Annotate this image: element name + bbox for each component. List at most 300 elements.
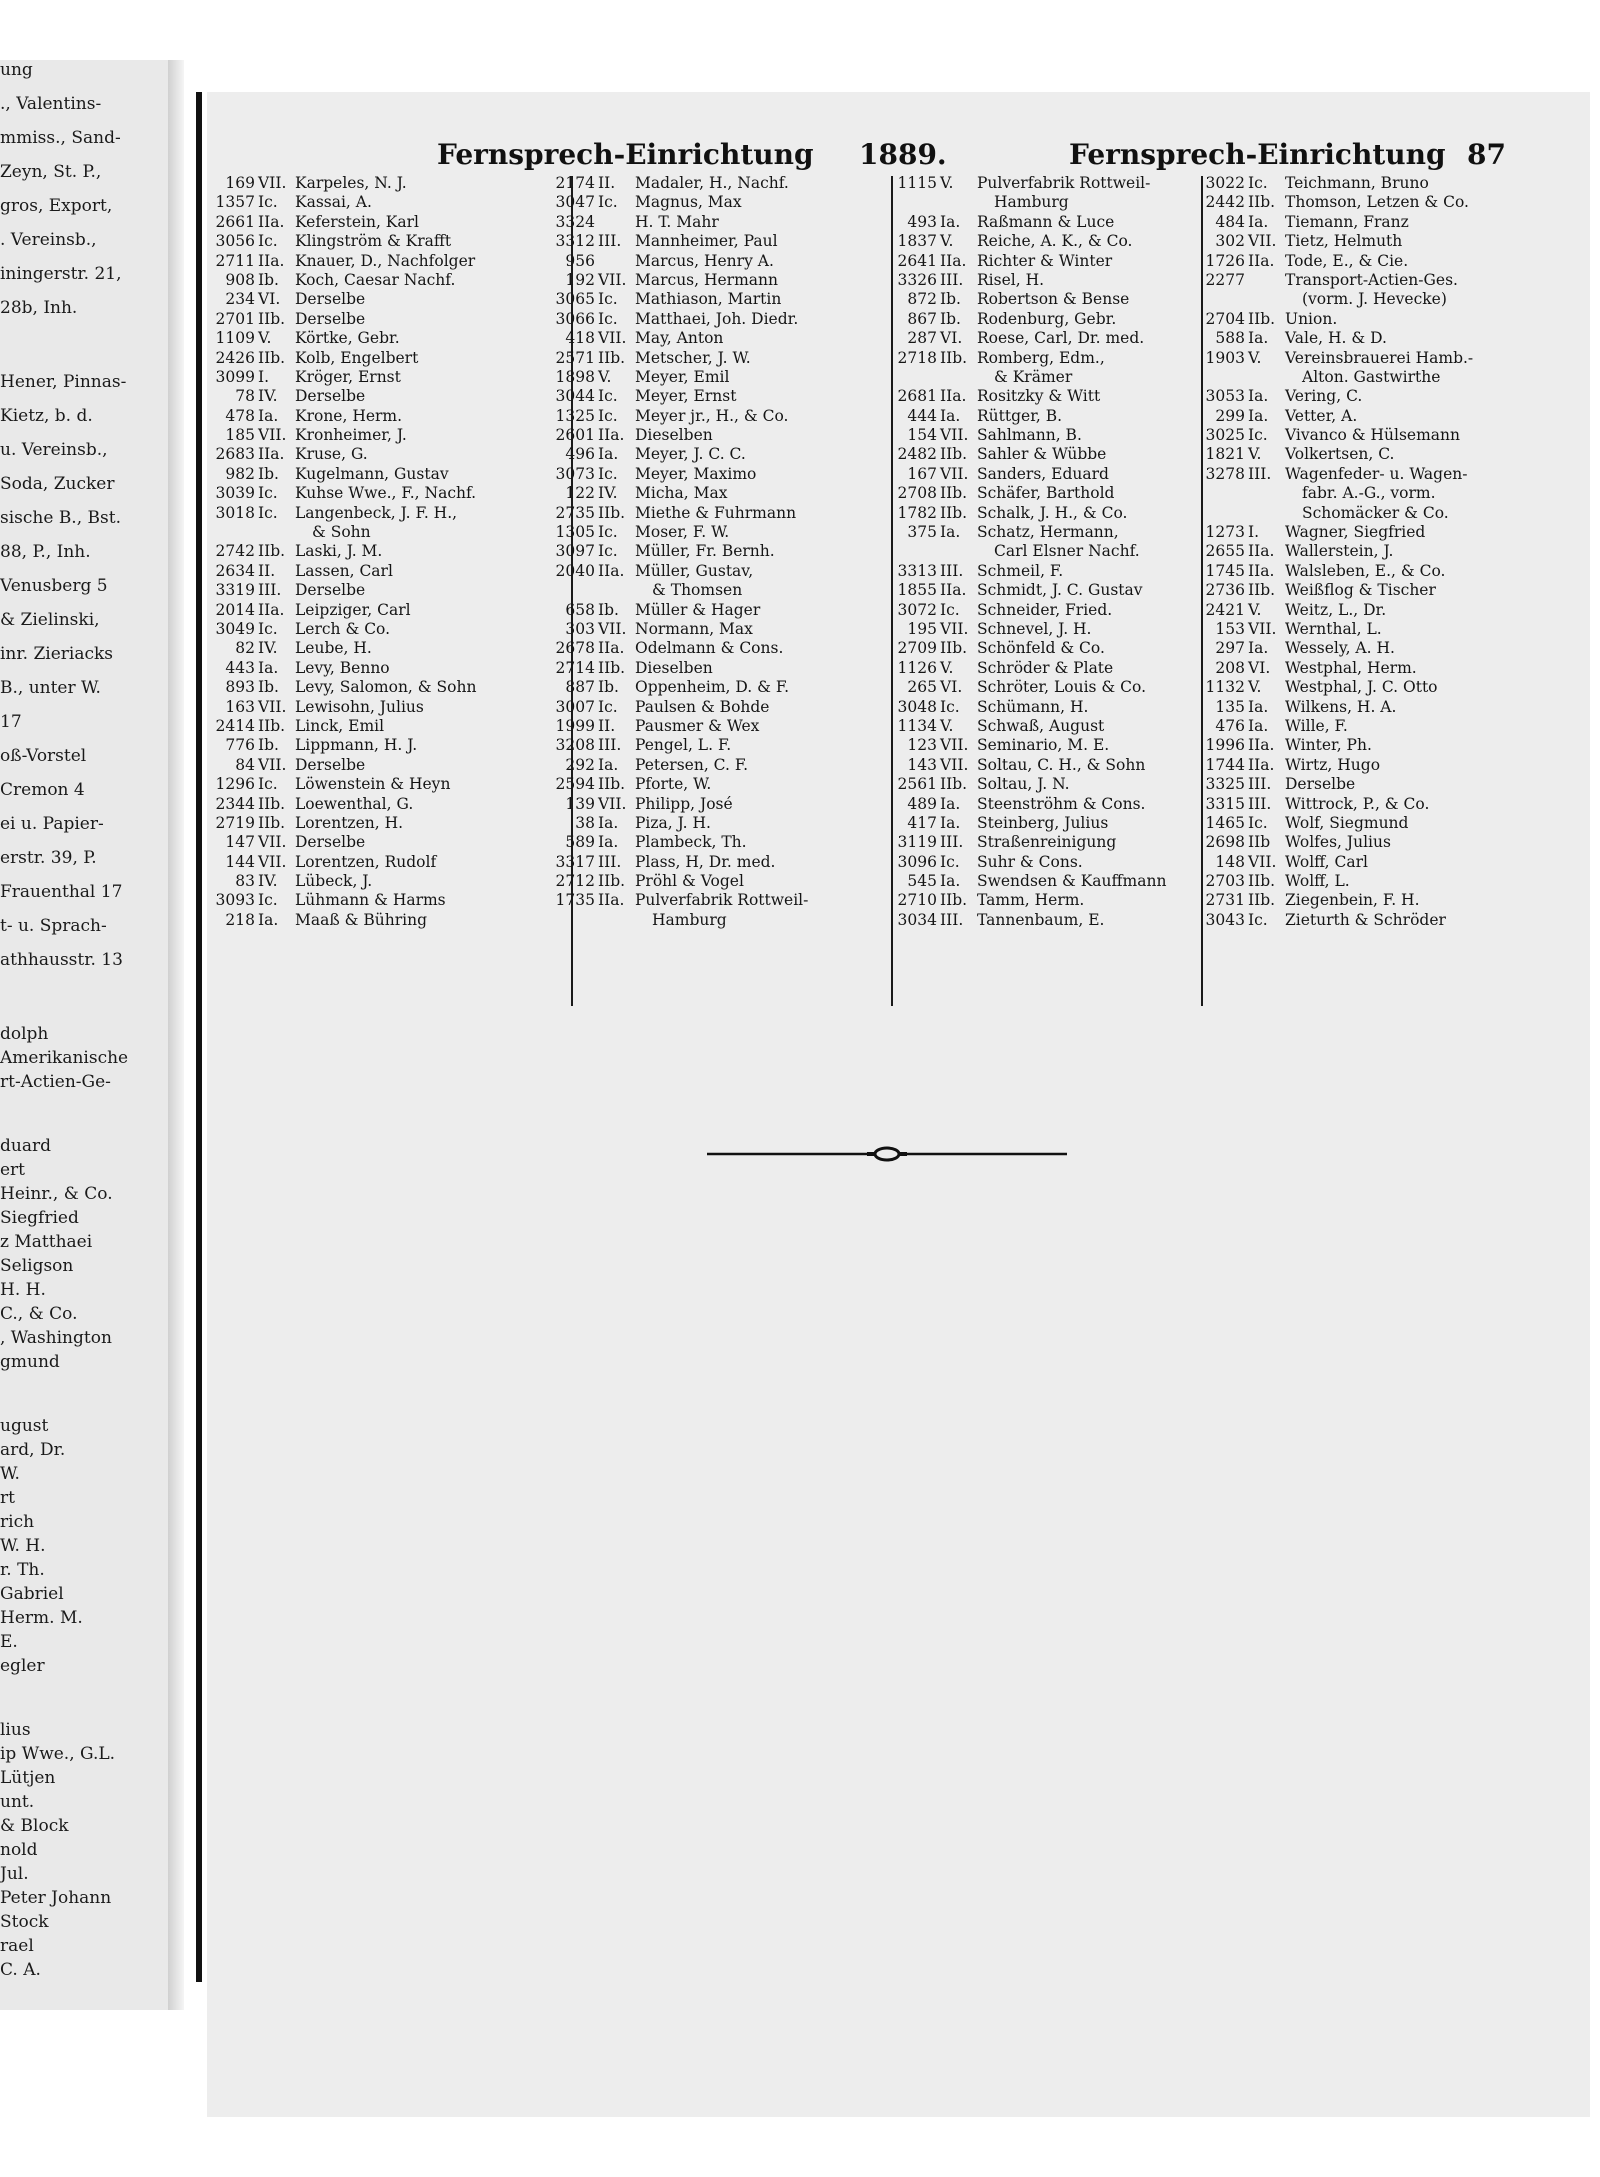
exchange-class: Ia. [940, 794, 961, 813]
subscriber-name: Wolff, L. [1285, 872, 1350, 891]
subscriber-name: Lühmann & Harms [295, 891, 446, 910]
phone-number: 444 [907, 406, 937, 425]
phone-number: 1999 [555, 716, 595, 735]
previous-page-text: rael [0, 1936, 34, 1956]
directory-entry [547, 891, 865, 910]
subscriber-name: Loewenthal, G. [295, 794, 414, 813]
subscriber-name: Kolb, Engelbert [295, 348, 419, 367]
phone-number [1197, 484, 1245, 503]
phone-number: 3099 [215, 367, 255, 386]
subscriber-name: Pröhl & Vogel [635, 872, 744, 891]
subscriber-name: Schnevel, J. H. [977, 619, 1092, 638]
subscriber-name: Weißflog & Tischer [1285, 581, 1436, 600]
subscriber-name: Robertson & Bense [977, 290, 1130, 309]
phone-number: 3315 [1205, 794, 1245, 813]
previous-page-text: E. [0, 1632, 18, 1652]
phone-number: 3047 [555, 193, 595, 212]
directory-entry [207, 174, 525, 193]
previous-page-text: 17 [0, 712, 22, 732]
phone-number: 195 [907, 619, 937, 638]
phone-number [207, 523, 255, 542]
phone-number: 417 [907, 813, 937, 832]
previous-page-text: H. H. [0, 1280, 46, 1300]
phone-number: 2641 [897, 251, 937, 270]
exchange-class [1245, 271, 1282, 290]
directory-entry [889, 891, 1207, 910]
directory-entry [1197, 678, 1515, 697]
exchange-class: IIa. [258, 600, 285, 619]
directory-page [207, 92, 1590, 2117]
phone-number: 589 [565, 833, 595, 852]
exchange-class: Ia. [1248, 406, 1269, 425]
phone-number: 147 [225, 833, 255, 852]
directory-entry [889, 174, 1207, 193]
subscriber-name: Hamburg [652, 910, 727, 929]
subscriber-name: Walsleben, E., & Co. [1285, 561, 1446, 580]
exchange-class: IIa. [940, 251, 967, 270]
exchange-class [1245, 504, 1282, 523]
exchange-class: Ic. [598, 193, 618, 212]
subscriber-name: Wilkens, H. A. [1285, 697, 1397, 716]
subscriber-name: Derselbe [295, 309, 366, 328]
exchange-class: IIb. [940, 445, 968, 464]
directory-entry [1197, 271, 1515, 290]
directory-entry [207, 833, 525, 852]
subscriber-name: Kuhse Wwe., F., Nachf. [295, 484, 477, 503]
subscriber-name: & Sohn [312, 523, 371, 542]
exchange-class: VII. [940, 619, 969, 638]
phone-number: 3044 [555, 387, 595, 406]
subscriber-name: Roese, Carl, Dr. med. [977, 329, 1145, 348]
page-edge-shadow [168, 60, 184, 2010]
exchange-class [1245, 290, 1282, 309]
exchange-class: I. [258, 367, 270, 386]
exchange-class: IIb. [1248, 193, 1276, 212]
previous-page-text: Zeyn, St. P., [0, 162, 102, 182]
phone-number: 2594 [555, 775, 595, 794]
directory-entry [889, 349, 1207, 368]
end-ornament [707, 1144, 1067, 1164]
phone-number: 658 [565, 600, 595, 619]
exchange-class: Ia. [598, 755, 619, 774]
subscriber-name: Philipp, José [635, 794, 733, 813]
phone-number: 3312 [555, 232, 595, 251]
exchange-class: Ib. [598, 678, 619, 697]
directory-entry [207, 756, 525, 775]
previous-page-text: ung [0, 60, 33, 80]
directory-entry [889, 426, 1207, 445]
exchange-class: VII. [598, 794, 627, 813]
phone-number: 1325 [555, 406, 595, 425]
phone-number: 123 [907, 736, 937, 755]
directory-entry [547, 775, 865, 794]
directory-entry [889, 232, 1207, 251]
phone-number: 3072 [897, 600, 937, 619]
directory-entry [207, 891, 525, 910]
phone-number: 1465 [1205, 813, 1245, 832]
header-year: 1889. [859, 138, 947, 171]
directory-entry [207, 581, 525, 600]
directory-entry [547, 542, 865, 561]
phone-number: 297 [1215, 639, 1245, 658]
directory-entry [207, 484, 525, 503]
exchange-class: IIa. [258, 212, 285, 231]
previous-page-text: sische B., Bst. [0, 508, 121, 528]
exchange-class: IIa. [598, 561, 625, 580]
phone-number [1197, 368, 1245, 387]
phone-number: 2735 [555, 503, 595, 522]
directory-entry [889, 504, 1207, 523]
phone-number: 1305 [555, 523, 595, 542]
phone-number: 3208 [555, 736, 595, 755]
exchange-class: I. [1248, 523, 1260, 542]
directory-entry [1197, 349, 1515, 368]
phone-number: 83 [235, 872, 255, 891]
phone-number: 1726 [1205, 251, 1245, 270]
exchange-class: IIb. [940, 348, 968, 367]
exchange-class: Ic. [258, 193, 278, 212]
previous-page-text: rich [0, 1512, 35, 1532]
exchange-class: Ia. [1248, 697, 1269, 716]
exchange-class: Ic. [1248, 813, 1268, 832]
directory-entry [1197, 426, 1515, 445]
previous-page-text: r. Th. [0, 1560, 45, 1580]
exchange-class: III. [1248, 775, 1272, 794]
exchange-class: IIb. [598, 872, 626, 891]
directory-entry [1197, 290, 1515, 309]
subscriber-name: Wagenfeder- u. Wagen- [1285, 464, 1468, 483]
exchange-class: IIb. [940, 891, 968, 910]
directory-entry [207, 678, 525, 697]
subscriber-name: Rositzky & Witt [977, 387, 1101, 406]
directory-entry [207, 445, 525, 464]
directory-entry [207, 329, 525, 348]
phone-number: 1115 [897, 174, 937, 192]
directory-entry [207, 620, 525, 639]
exchange-class: V. [940, 658, 954, 677]
directory-entry [207, 775, 525, 794]
subscriber-name: Derselbe [295, 290, 366, 309]
phone-number: 3324 [555, 212, 595, 231]
phone-number: 218 [225, 910, 255, 929]
exchange-class: III. [598, 736, 622, 755]
phone-number: 3317 [555, 852, 595, 871]
phone-number: 2731 [1205, 891, 1245, 910]
phone-number: 867 [907, 309, 937, 328]
previous-page-text: oß-Vorstel [0, 746, 87, 766]
exchange-class: Ic. [940, 697, 960, 716]
exchange-class: IV. [598, 484, 618, 503]
exchange-class: Ia. [258, 658, 279, 677]
previous-page-text: Peter Johann [0, 1888, 112, 1908]
subscriber-name: Mannheimer, Paul [635, 232, 778, 251]
directory-entry [207, 252, 525, 271]
phone-number: 496 [565, 445, 595, 464]
directory-entry [889, 252, 1207, 271]
directory-entry [889, 756, 1207, 775]
exchange-class: IIa. [598, 639, 625, 658]
directory-entry [889, 678, 1207, 697]
exchange-class: IIa. [1248, 755, 1275, 774]
directory-entry [1197, 368, 1515, 387]
directory-entry [207, 426, 525, 445]
phone-number: 3039 [215, 484, 255, 503]
phone-number: 2174 [555, 174, 595, 192]
phone-number: 478 [225, 406, 255, 425]
subscriber-name: Meyer jr., H., & Co. [635, 406, 789, 425]
subscriber-name: Tiemann, Franz [1285, 212, 1409, 231]
directory-entry [547, 213, 865, 232]
subscriber-name: Schümann, H. [977, 697, 1089, 716]
phone-number: 2421 [1205, 600, 1245, 619]
subscriber-name: Vetter, A. [1285, 406, 1358, 425]
exchange-class: VII. [940, 736, 969, 755]
subscriber-name: May, Anton [635, 329, 724, 348]
phone-number: 84 [235, 755, 255, 774]
exchange-class: IIb. [258, 716, 286, 735]
subscriber-name: Swendsen & Kauffmann [977, 872, 1167, 891]
subscriber-name: Koch, Caesar Nachf. [295, 270, 456, 289]
phone-number [889, 542, 937, 561]
exchange-class: III. [940, 833, 964, 852]
subscriber-name: & Krämer [994, 367, 1073, 386]
exchange-class: VII. [940, 426, 969, 445]
subscriber-name: Sahlmann, B. [977, 426, 1082, 445]
phone-number: 1735 [555, 891, 595, 910]
phone-number: 299 [1215, 406, 1245, 425]
subscriber-name: Union. [1285, 309, 1338, 328]
directory-entry [207, 504, 525, 523]
subscriber-name: Leipziger, Carl [295, 600, 411, 619]
subscriber-name: Teichmann, Bruno [1285, 174, 1429, 192]
previous-page-text: Herm. M. [0, 1608, 83, 1628]
directory-entry [207, 349, 525, 368]
directory-entry [889, 387, 1207, 406]
directory-entry [207, 814, 525, 833]
subscriber-name: Alton. Gastwirthe [1302, 367, 1441, 386]
exchange-class: IIb. [1248, 309, 1276, 328]
exchange-class: V. [940, 174, 954, 192]
phone-number: 3093 [215, 891, 255, 910]
phone-number: 872 [907, 290, 937, 309]
exchange-class: IIa. [940, 581, 967, 600]
directory-entry [547, 620, 865, 639]
directory-entry [1197, 581, 1515, 600]
exchange-class [595, 911, 632, 930]
previous-page-text: z Matthaei [0, 1232, 93, 1252]
subscriber-name: Soltau, J. N. [977, 775, 1070, 794]
exchange-class [255, 523, 292, 542]
previous-page-text: Seligson [0, 1256, 74, 1276]
directory-entry [547, 911, 865, 930]
directory-entry [889, 213, 1207, 232]
directory-entry [547, 484, 865, 503]
exchange-class: VII. [258, 174, 287, 192]
phone-number: 2711 [215, 251, 255, 270]
previous-page-text: iningerstr. 21, [0, 264, 122, 284]
previous-page-text: ei u. Papier- [0, 814, 104, 834]
directory-entry [547, 639, 865, 658]
directory-entry [1197, 232, 1515, 251]
subscriber-name: Richter & Winter [977, 251, 1113, 270]
subscriber-name: Klingström & Krafft [295, 232, 452, 251]
previous-page-text: unt. [0, 1792, 35, 1812]
subscriber-name: Knauer, D., Nachfolger [295, 251, 476, 270]
subscriber-name: Kruse, G. [295, 445, 368, 464]
phone-number: 169 [225, 174, 255, 192]
subscriber-name: Rodenburg, Gebr. [977, 309, 1117, 328]
phone-number: 153 [1215, 619, 1245, 638]
phone-number: 1745 [1205, 561, 1245, 580]
exchange-class: VI. [258, 290, 281, 309]
exchange-class: Ia. [598, 813, 619, 832]
directory-entry [889, 445, 1207, 464]
phone-number: 956 [565, 251, 595, 270]
subscriber-name: Kröger, Ernst [295, 367, 401, 386]
exchange-class: IIa. [1248, 561, 1275, 580]
phone-number: 489 [907, 794, 937, 813]
exchange-class: IV. [258, 872, 278, 891]
phone-number: 3048 [897, 697, 937, 716]
phone-number: 2709 [897, 639, 937, 658]
previous-page-text: W. [0, 1464, 20, 1484]
exchange-class: Ic. [258, 484, 278, 503]
directory-entry [547, 368, 865, 387]
subscriber-name: Soltau, C. H., & Sohn [977, 755, 1146, 774]
subscriber-name: Transport-Actien-Ges. [1285, 270, 1458, 289]
subscriber-name: Wernthal, L. [1285, 619, 1382, 638]
subscriber-name: (vorm. J. Hevecke) [1302, 290, 1447, 309]
phone-number: 192 [565, 270, 595, 289]
phone-number [889, 193, 937, 212]
directory-entry [1197, 736, 1515, 755]
subscriber-name: Schmidt, J. C. Gustav [977, 581, 1143, 600]
subscriber-name: Tietz, Helmuth [1285, 232, 1403, 251]
phone-number: 3313 [897, 561, 937, 580]
directory-entry [1197, 174, 1515, 193]
exchange-class: Ia. [598, 833, 619, 852]
header-left-title: Fernsprech-Einrichtung [437, 138, 814, 171]
phone-number: 144 [225, 852, 255, 871]
directory-entry [207, 232, 525, 251]
subscriber-name: Raßmann & Luce [977, 212, 1115, 231]
directory-entry [547, 853, 865, 872]
exchange-class: Ic. [258, 891, 278, 910]
previous-page-text: athhausstr. 13 [0, 950, 123, 970]
phone-number: 3073 [555, 464, 595, 483]
previous-page-text: & Block [0, 1816, 69, 1836]
directory-entry [1197, 853, 1515, 872]
exchange-class: IV. [258, 387, 278, 406]
exchange-class: Ib. [940, 290, 961, 309]
directory-entry [889, 620, 1207, 639]
phone-number: 1109 [215, 329, 255, 348]
subscriber-name: Wallerstein, J. [1285, 542, 1394, 561]
phone-number: 3065 [555, 290, 595, 309]
phone-number: 3325 [1205, 775, 1245, 794]
subscriber-name: Tamm, Herm. [977, 891, 1085, 910]
previous-page-text: Frauenthal 17 [0, 882, 123, 902]
phone-number: 1126 [897, 658, 937, 677]
directory-entry [207, 659, 525, 678]
directory-entry [207, 310, 525, 329]
subscriber-name: Sanders, Eduard [977, 464, 1109, 483]
phone-number: 418 [565, 329, 595, 348]
phone-number: 908 [225, 270, 255, 289]
directory-entry [1197, 756, 1515, 775]
directory-entry [207, 736, 525, 755]
exchange-class: IIa. [258, 445, 285, 464]
previous-page-text: Stock [0, 1912, 49, 1932]
exchange-class: IIb. [940, 639, 968, 658]
phone-number: 3053 [1205, 387, 1245, 406]
directory-entry [1197, 601, 1515, 620]
subscriber-name: Meyer, Emil [635, 367, 730, 386]
phone-number: 3066 [555, 309, 595, 328]
exchange-class: II. [598, 174, 616, 192]
directory-entry [1197, 504, 1515, 523]
subscriber-name: Reiche, A. K., & Co. [977, 232, 1133, 251]
directory-entry [547, 562, 865, 581]
phone-number: 2634 [215, 561, 255, 580]
phone-number: 302 [1215, 232, 1245, 251]
directory-entry [547, 174, 865, 193]
phone-number: 208 [1215, 658, 1245, 677]
phone-number [547, 581, 595, 600]
exchange-class: Ib. [598, 600, 619, 619]
phone-number: 2414 [215, 716, 255, 735]
directory-entry [1197, 523, 1515, 542]
previous-page-text: lius [0, 1720, 31, 1740]
subscriber-name: Volkertsen, C. [1285, 445, 1395, 464]
directory-entry [547, 756, 865, 775]
subscriber-name: Lorentzen, H. [295, 813, 404, 832]
subscriber-name: Zieturth & Schröder [1285, 910, 1446, 929]
phone-number: 3007 [555, 697, 595, 716]
exchange-class: VII. [598, 619, 627, 638]
directory-entry [207, 872, 525, 891]
exchange-class: IIb. [598, 503, 626, 522]
phone-number [889, 368, 937, 387]
subscriber-name: Marcus, Hermann [635, 270, 778, 289]
exchange-class: IIa. [1248, 251, 1275, 270]
subscriber-name: Carl Elsner Nachf. [994, 542, 1140, 561]
phone-number: 1134 [897, 716, 937, 735]
exchange-class: III. [940, 910, 964, 929]
phone-number: 1903 [1205, 348, 1245, 367]
directory-entry [1197, 193, 1515, 212]
phone-number: 2482 [897, 445, 937, 464]
subscriber-name: Vering, C. [1285, 387, 1363, 406]
subscriber-name: Westphal, Herm. [1285, 658, 1417, 677]
subscriber-name: Meyer, Ernst [635, 387, 737, 406]
subscriber-name: Steinberg, Julius [977, 813, 1109, 832]
subscriber-name: Odelmann & Cons. [635, 639, 784, 658]
phone-number: 1132 [1205, 678, 1245, 697]
exchange-class: IIb. [1248, 581, 1276, 600]
subscriber-name: Körtke, Gebr. [295, 329, 400, 348]
subscriber-name: Magnus, Max [635, 193, 742, 212]
previous-page-text: Lütjen [0, 1768, 56, 1788]
subscriber-name: Micha, Max [635, 484, 728, 503]
subscriber-name: Wessely, A. H. [1285, 639, 1395, 658]
subscriber-name: Westphal, J. C. Otto [1285, 678, 1438, 697]
phone-number: 143 [907, 755, 937, 774]
exchange-class: III. [598, 852, 622, 871]
exchange-class: Ic. [258, 232, 278, 251]
subscriber-name: Leube, H. [295, 639, 372, 658]
directory-entry [547, 814, 865, 833]
